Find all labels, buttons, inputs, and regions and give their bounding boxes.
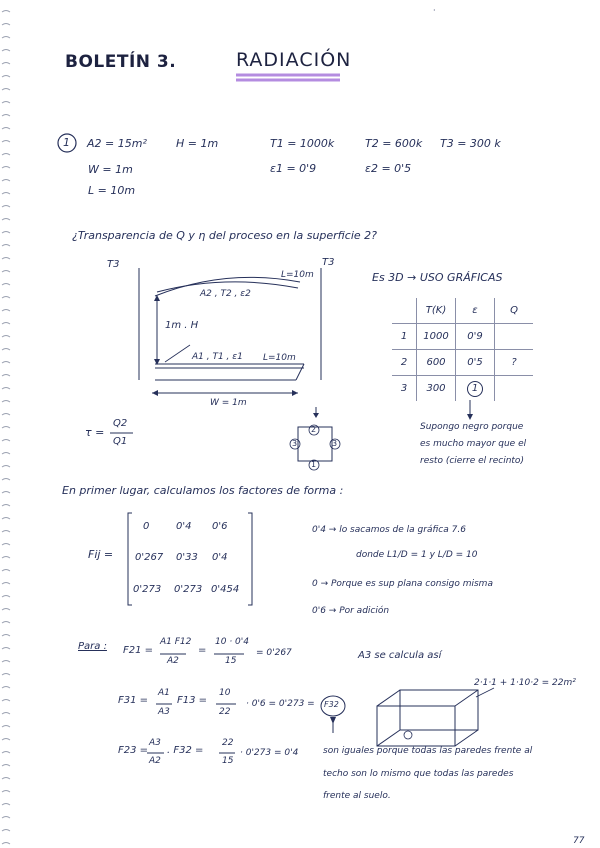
given-l: L = 10m	[88, 184, 136, 197]
eq2-frac2-den: 22	[219, 707, 231, 717]
mini-label: 3	[332, 439, 338, 448]
transparency-numerator: Q2	[113, 418, 128, 429]
given-e2: ε2 = 0'5	[365, 162, 412, 175]
given-a2: A2 = 15m²	[87, 137, 147, 150]
matrix-cell: 0'454	[211, 584, 240, 595]
table-cell: 3	[392, 376, 417, 402]
table-cell: 600	[417, 350, 456, 376]
table-cell: 1	[392, 324, 417, 350]
label-top-length: L=10m	[281, 270, 314, 280]
matrix-note: 0'6 → Por adición	[312, 606, 390, 616]
eq1-result: = 0'267	[256, 648, 292, 658]
mini-label: 2	[311, 425, 317, 434]
matrix-cell: 0'273	[133, 584, 162, 595]
eq3-frac2-num: 22	[222, 738, 234, 748]
final-note-line: techo son lo mismo que todas las paredes	[323, 769, 514, 779]
final-note-line: son iguales porque todas las paredes frente al	[323, 746, 533, 756]
table-cell: 300	[417, 376, 456, 402]
eq3-frac1-num: A3	[149, 738, 161, 748]
eq3-lhs: F23 =	[118, 745, 149, 756]
label-bottom-surface: A1 , T1 , ε1	[192, 352, 243, 362]
eq1-frac2-den: 15	[225, 656, 237, 666]
table-cell: 1000	[417, 324, 456, 350]
given-t3: T3 = 300 k	[440, 137, 501, 150]
label-top-surface: A2 , T2 , ε2	[200, 289, 251, 299]
eq3-frac1-den: A2	[149, 756, 161, 766]
para-label: Para :	[78, 641, 107, 652]
table-cell: 0'9	[456, 324, 495, 350]
step1-text: En primer lugar, calculamos los factores de forma :	[62, 484, 344, 497]
transparency-symbol: τ =	[85, 426, 105, 439]
dot-mark: ·	[433, 6, 436, 15]
eq2-frac2-num: 10	[219, 688, 231, 698]
problem-number: 1	[63, 136, 70, 149]
table-header-cell: Q	[495, 298, 534, 324]
table-note-line: resto (cierre el recinto)	[420, 456, 524, 466]
eq1-frac1-den: A2	[167, 656, 179, 666]
graphs-note: Es 3D → USO GRÁFICAS	[372, 271, 503, 284]
eq2-mid: F13 =	[177, 695, 208, 706]
eq2-frac1-num: A1	[158, 688, 170, 698]
table-header-cell: ε	[456, 298, 495, 324]
eq3-frac2-den: 15	[222, 756, 234, 766]
matrix-label: Fij =	[88, 548, 114, 561]
table-header-cell: T(K)	[417, 298, 456, 324]
matrix-cell: 0'33	[176, 552, 198, 563]
matrix-note: 0 → Porque es sup plana consigo misma	[312, 579, 493, 589]
label-bottom-length: L=10m	[263, 353, 296, 363]
matrix-note: 0'4 → lo sacamos de la gráfica 7.6	[312, 525, 466, 535]
eq1-equals: =	[198, 645, 207, 656]
eq2-lhs: F31 =	[118, 695, 149, 706]
table-cell: ?	[495, 350, 534, 376]
label-t3-right: T3	[322, 257, 335, 268]
question-text: ¿Transparencia de Q y η del proceso en la superficie 2?	[72, 229, 377, 242]
matrix-note: donde L1/D = 1 y L/D = 10	[356, 550, 478, 560]
a3-formula: 2·1·1 + 1·10·2 = 22m²	[474, 678, 576, 688]
eq3-mid: . F32 =	[167, 745, 204, 756]
a3-note: A3 se calcula así	[358, 650, 442, 661]
matrix-cell: 0'6	[212, 521, 228, 532]
eq1-lhs: F21 =	[123, 645, 154, 656]
given-e1: ε1 = 0'9	[270, 162, 317, 175]
eq2-result: · 0'6 = 0'273 =	[246, 699, 315, 709]
page-subtitle: RADIACIÓN	[236, 49, 352, 71]
page-number: 77	[573, 836, 585, 846]
mini-label: 1	[311, 460, 317, 469]
label-height: 1m . H	[165, 320, 199, 331]
matrix-cell: 0'267	[135, 552, 164, 563]
matrix-cell: 0'273	[174, 584, 203, 595]
eq2-circled: F32	[324, 700, 339, 709]
label-width: W = 1m	[210, 398, 247, 408]
matrix-cell: 0'4	[212, 552, 228, 563]
final-note-line: frente al suelo.	[323, 791, 391, 801]
eq3-result: · 0'273 = 0'4	[240, 748, 299, 758]
given-w: W = 1m	[88, 163, 133, 176]
circled-value: 1	[467, 381, 483, 397]
given-t1: T1 = 1000k	[270, 137, 335, 150]
table-note-line: es mucho mayor que el	[420, 439, 527, 449]
page-title: BOLETÍN 3.	[65, 52, 177, 72]
table-cell: 0'5	[456, 350, 495, 376]
eq2-frac1-den: A3	[158, 707, 170, 717]
given-t2: T2 = 600k	[365, 137, 423, 150]
label-t3-left: T3	[107, 259, 120, 270]
mini-label: 3	[292, 439, 298, 448]
matrix-cell: 0'4	[176, 521, 192, 532]
table-cell: 2	[392, 350, 417, 376]
eq1-frac1-num: A1 F12	[160, 637, 192, 647]
matrix-cell: 0	[143, 521, 150, 532]
table-note-line: Supongo negro porque	[420, 422, 524, 432]
transparency-denominator: Q1	[113, 436, 128, 447]
given-h: H = 1m	[176, 137, 219, 150]
eq1-frac2-num: 10 · 0'4	[215, 637, 249, 647]
